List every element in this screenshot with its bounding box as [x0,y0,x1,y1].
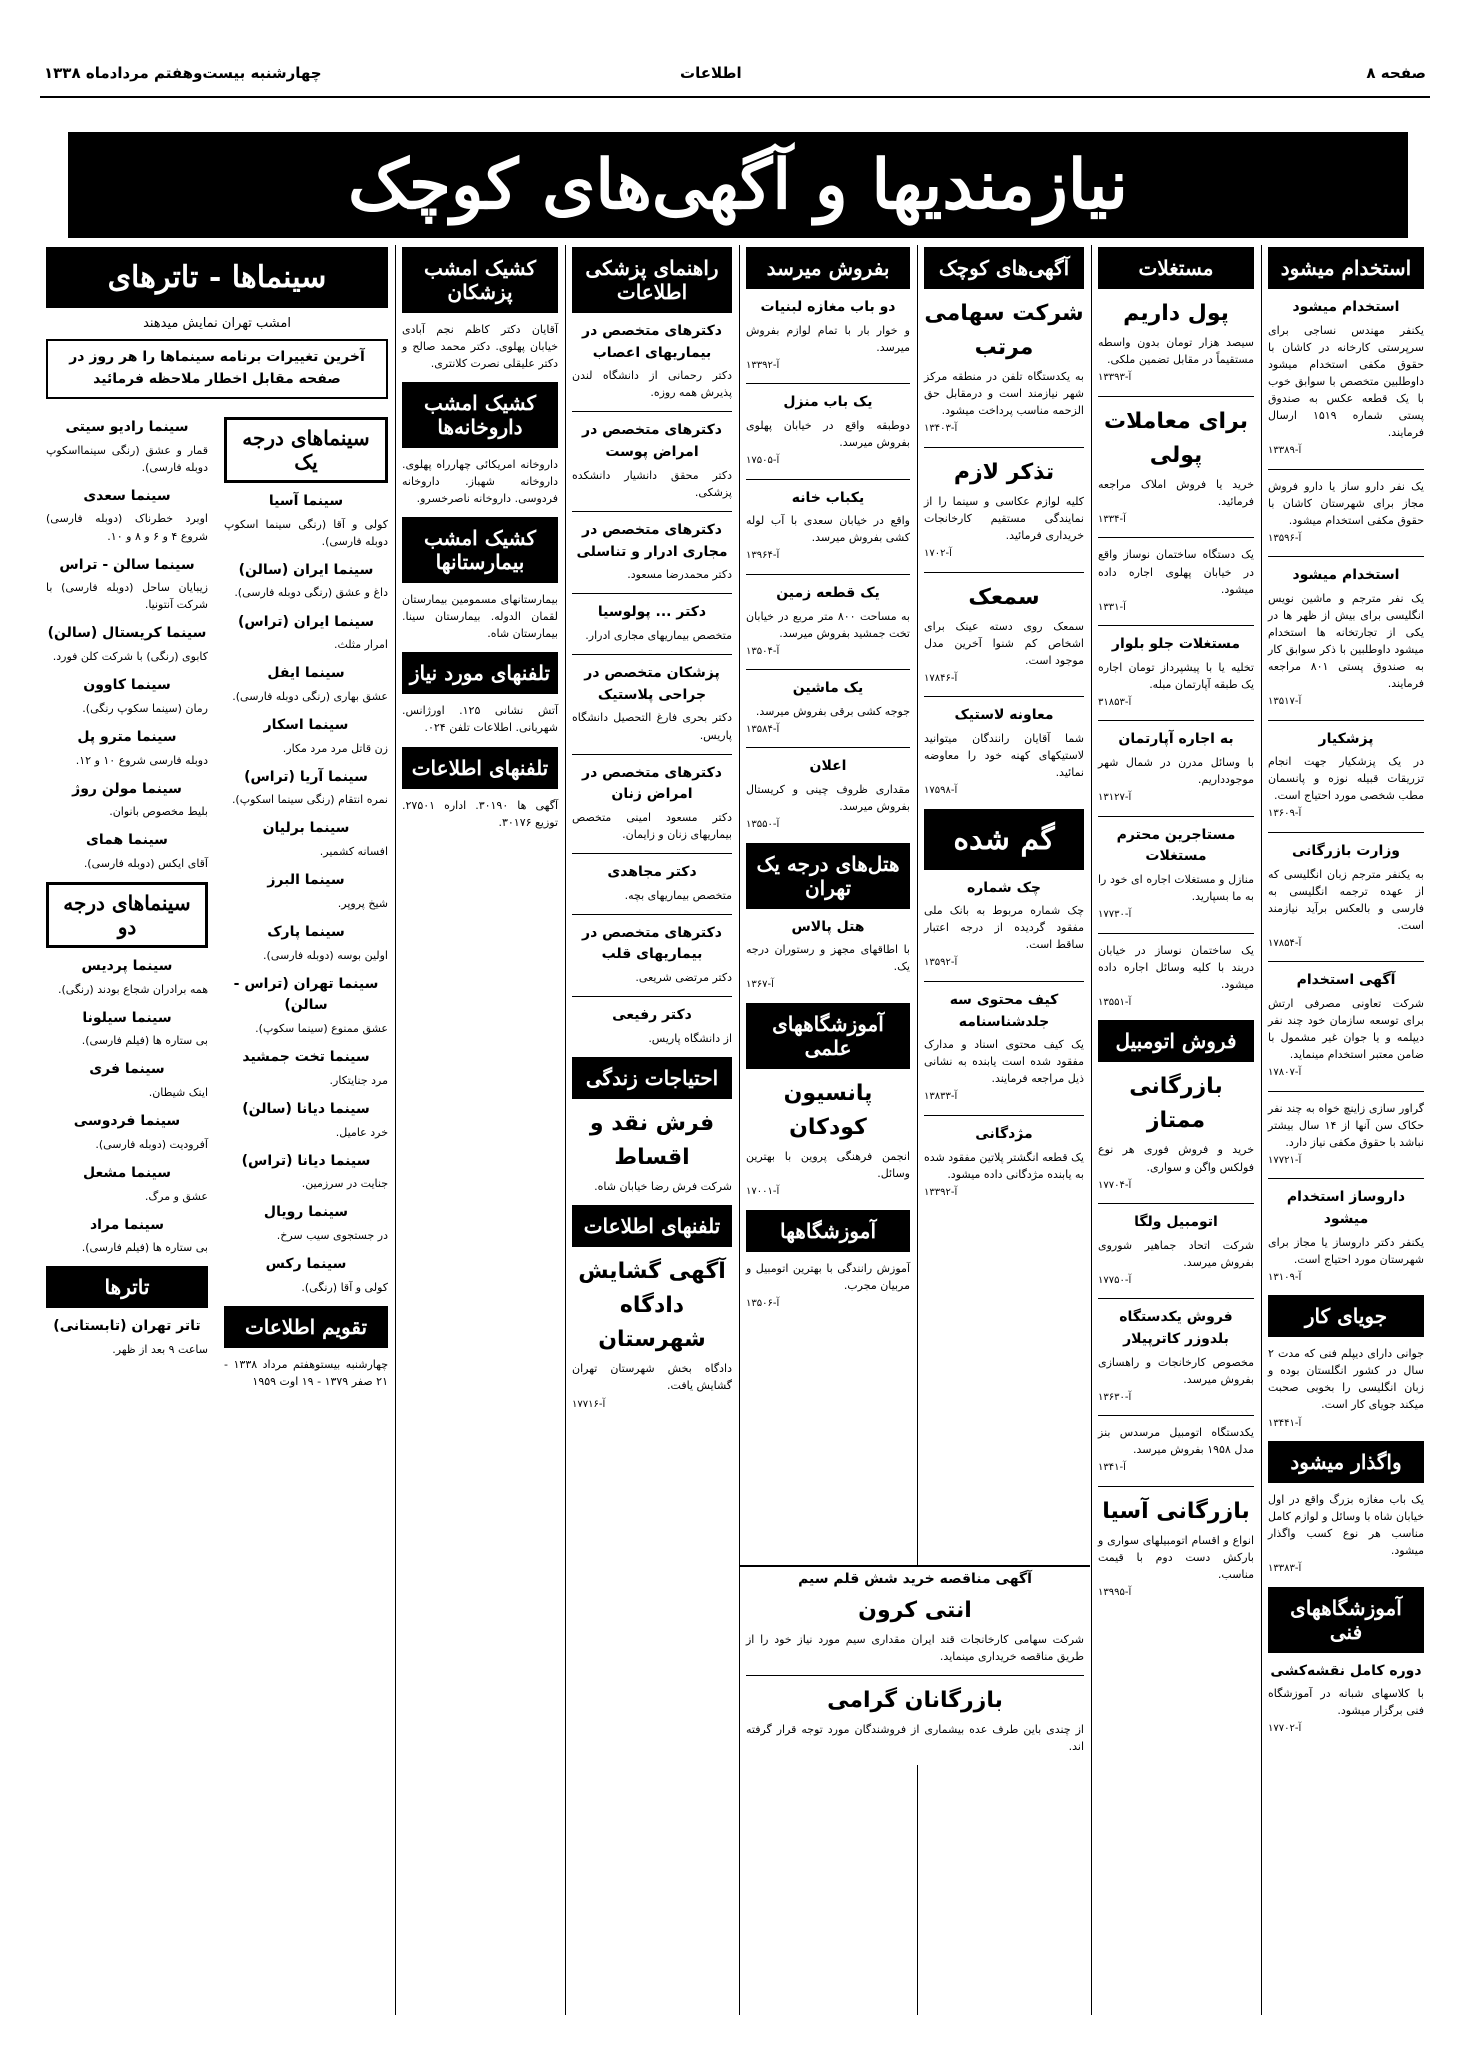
divider [572,593,732,594]
cinema-listing: سینما آریا (تراس) نمره انتقام (رنگی سینما اسکوپ). [231,768,388,807]
classified-ad: چک شماره چک شماره مربوط به بانک ملی مفقود گردیده از درجه اعتبار ساقط است. آ-۱۳۵۹۲ [924,879,1084,969]
page-header-bar [40,56,1430,98]
classified-ad: آتش نشانی ۱۲۵. اورژانس. شهربانی. اطلاعات تلفن ۰۲۴. [402,704,558,735]
divider [1098,625,1254,626]
classified-ad: فروش یکدستگاه بلدوزر کاترپیلار مخصوص کارخانجات و راهسازی بفروش میرسد. آ-۱۳۶۳۰ [1098,1309,1254,1403]
divider [746,574,910,575]
classified-ad: پزشکان متخصص در جراحی پلاستیک دکتر بحری فارغ التحصیل دانشگاه پاریس. [572,665,732,742]
column-employment [1261,245,1430,2015]
section-header-on-call-pharmacies: کشیک امشب داروخانه‌ها [402,382,558,448]
section-header-info-phones: تلفنهای اطلاعات [572,1205,732,1247]
classified-ad: دکتر مجاهدی متخصص بیماریهای بچه. [607,864,732,902]
cinemas-second-column [40,415,214,1368]
cinema-listing: سینما مولن روژ بلیط مخصوص بانوان. [72,780,208,819]
divider [572,654,732,655]
cinema-listing: سینما پارک اولین بوسه (دوبله فارسی). [263,923,388,962]
cinema-listing: سینما تهران (تراس - سالن) عشق ممنوع (سینما سکوپ). [233,975,388,1036]
theatre-listing: تاتر تهران (تابستانی) ساعت ۹ بعد از ظهر. [53,1318,208,1357]
classified-ad: یک ماشین جوجه کشی برقی بفروش میرسد. آ-۱۳۵۸۴ [746,680,910,735]
section-header-transfer: واگذار میشود [1268,1441,1424,1483]
classified-ad: دکتر ... پولوسیا متخصص بیماریهای مجاری ادرار. [585,604,732,643]
classified-ad: دکترهای متخصص در مجاری ادرار و تناسلی دکتر محمدرضا مسعود. [576,521,732,582]
cinema-listing: سینما مراد بی ستاره ها (فیلم فارسی). [81,1216,208,1255]
classified-ad: یک دستگاه ساختمان نوساز واقع در خیابان پهلوی اجاره داده میشود. آ-۱۳۳۱ [1098,548,1254,613]
divider [1098,537,1254,538]
classified-ad: بازرگانی آسیا انواع و اقسام اتومبیلهای سواری و بارکش دست دوم با قیمت مناسب. آ-۱۳۹۹۵ [1098,1498,1254,1599]
divider [1098,933,1254,934]
section-header-small-ads: آگهی‌های کوچک [924,247,1084,289]
section-header-cinemas: سینماها - تاترهای [46,247,388,308]
section-header-on-call-hospitals: کشیک امشب بیمارستانها [402,517,558,583]
classified-ad: استخدام میشود یکنفر مهندس نساجی برای سرپرستی کارخانه در کاشان با حقوق مکفی استخدام میشود داوطلبین متخصص با سوابق خوب با یک قطعه عکس به صندوق پستی شماره ۱۵۱۹ ارسال فرمایند. آ-۱۳۳۸۹ [1268,299,1424,457]
classified-ad: داروخانه امریکائی چهارراه پهلوی. داروخانه شهباز. داروخانه فردوسی. داروخانه ناصرخسرو. [402,458,558,506]
classified-ad: معاونه لاستیک شما آقایان رانندگان میتوانید لاستیکهای کهنه خود را معاوضه نمائید. آ-۱۷۵۹۸ [924,707,1084,797]
divider [924,696,1084,697]
divider [746,1675,1084,1676]
calendar-text: چهارشنبه بیستوهفتم مرداد ۱۳۳۸ - ۲۱ صفر ۱۳۷۹ - ۱۹ اوت ۱۹۵۹ [224,1357,389,1388]
section-header-medical-guide: راهنمای پزشکی اطلاعات [572,247,732,313]
section-header-ettelaat-phones: تلفنهای اطلاعات [402,747,558,789]
classified-ad: یک باب مغازه بزرگ واقع در اول خیابان شاه با وسائل و لوازم کامل مناسب هر نوع کسب واگذار میشود. آ-۱۳۳۸۳ [1268,1493,1424,1575]
classified-ad: یکباب خانه واقع در خیابان سعدی با آب لوله کشی بفروش میرسد. آ-۱۳۹۶۴ [746,489,910,562]
classified-ad: پول داریم سیصد هزار تومان بدون واسطه مستقیماً در مقابل تضمین ملکی. آ-۱۳۳۹۳ [1098,301,1254,384]
section-header-job-seekers: جویای کار [1268,1295,1424,1337]
divider [572,754,732,755]
section-header-first-class-cinemas: سینماهای درجه یک [224,417,388,483]
classified-ad: یکدستگاه اتومبیل مرسدس بنز مدل ۱۹۵۸ بفروش میرسد. آ-۱۳۴۱ [1098,1426,1254,1474]
cinema-listing: سینما مشعل عشق و مرگ. [82,1164,208,1203]
classifieds-banner [68,132,1408,238]
section-header-tech-schools: آموزشگاههای فنی [1268,1587,1424,1653]
classified-ad: یک نفر دارو ساز یا دارو فروش مجاز برای شهرستان کاشان با حقوق مکفی استخدام میشود. آ-۱۳۵۹۶ [1268,479,1424,544]
classified-ad: پزشکیار در یک پزشکیار جهت انجام تزریقات قبیله نوزه و پانسمان مطب شخصی مورد احتیاج است. آ-۱۳۶۰۹ [1268,730,1424,820]
classified-ad: جوانی دارای دیپلم فنی که مدت ۲ سال در کشور انگلستان بوده و زبان انگلیسی را بخوبی صحبت میکند جویای کار است. آ-۱۳۴۴۱ [1268,1347,1424,1429]
divider [1098,1203,1254,1204]
newspaper-page [40,40,1430,2015]
tender-ad: آگهی مناقصه خرید شش قلم سیم انتی کرون شرکت سهامی کارخانجات قند ایران مقداری سیم مورد نیاز خود را از طریق مناقصه خریداری مینماید. [746,1571,1084,1663]
classified-ad: سمعک سمعک روی دسته عینک برای اشخاص کم شنوا آخرین مدل موجود است. آ-۱۷۸۴۶ [924,584,1084,684]
section-header-real-estate: مستغلات [1098,247,1254,289]
page-number: صفحه ۸ [1366,64,1426,82]
cinema-listing: سینما سعدی اوبرد خطرناک (دوبله فارسی) شروع ۴ و ۶ و ۸ و ۱۰. [46,487,208,543]
divider [572,853,732,854]
classified-ad: وزارت بازرگانی به یکنفر مترجم زبان انگلیسی که از عهده ترجمه انگلیسی به فارسی و بالعکس برآید نیازمند است. آ-۱۷۸۵۴ [1268,842,1424,949]
cinema-listing: سینما ایران (تراس) امرار مثلث. [238,613,388,652]
section-header-schools: آموزشگاههای علمی [746,1003,910,1069]
section-header-hotels: هتل‌های درجه یک تهران [746,843,910,909]
classified-ad: داروساز استخدام میشود یکنفر دکتر داروساز یا مجاز برای شهرستان مورد احتیاج است. آ-۱۳۱۰۹ [1268,1189,1424,1283]
cinema-listing: سینما کریستال (سالن) کابوی (رنگی) با شرکت کلن فورد. [47,625,208,664]
divider [1268,556,1424,557]
cinema-listing: سینما ایران (سالن) داغ و عشق (رنگی دوبله فارسی). [234,561,388,600]
section-header-training: آموزشگاهها [746,1210,910,1252]
issue-date: چهارشنبه بیست‌وهفتم مردادماه ۱۳۳۸ [44,64,322,82]
cinema-listing: سینما فری اینک شیطان. [89,1061,208,1100]
cinema-listing: سینما رویال در جستجوی سیب سرخ. [263,1204,388,1242]
classified-ad: تذکر لازم کلیه لوازم عکاسی و سینما را از نمایندگی مستقیم کارخانجات خریداری فرمائید. آ-۱۷۰۲ [924,459,1084,560]
classified-ad: کیف محتوی سه جلدشناسنامه یک کیف محتوی اسناد و مدارک مفقود شده است یابنده به نشانی ذیل مراجعه فرمایند. آ-۱۳۸۳۳ [924,991,1084,1103]
divider [1268,1091,1424,1092]
merchants-ad: بازرگانان گرامی از چندی باین طرف عده بیشماری از فروشندگان مورد توجه قرار گرفته اند. [746,1687,1084,1754]
classified-ad: بیمارستانهای مسمومین بیمارستان لقمان الدوله. بیمارستان سینا. بیمارستان شاه. [402,593,558,641]
cinema-listing: سینما سالن - تراس زیبایان ساحل (دوبله فارسی) با شرکت آنتونیا. [46,556,208,612]
divider [924,981,1084,982]
classified-ad: بازرگانی ممتاز خرید و فروش فوری هر نوع فولکس واگن و سواری. آ-۱۷۷۰۴ [1098,1074,1254,1191]
cinema-listing: سینما سیلونا بی ستاره ها (فیلم فارسی). [81,1009,208,1048]
newspaper-name: اطلاعات [680,64,742,82]
section-header-for-sale: بفروش میرسد [746,247,910,289]
divider [572,996,732,997]
divider [746,383,910,384]
divider [924,572,1084,573]
classified-ad: یک ساختمان نوساز در خیابان دربند با کلیه وسائل اجاره داده میشود. آ-۱۳۵۵۱ [1098,943,1254,1008]
classified-ad: مستاجرین محترم مستغلات منازل و مستغلات اجاره ای خود را به ما بسپارید. آ-۱۷۷۳۰ [1098,826,1254,921]
classified-ad: فرش نقد و اقساط شرکت فرش رضا خیابان شاه. [589,1110,732,1194]
classified-ad: مژدگانی یک قطعه انگشتر پلاتین مفقود شده به یابنده مژدگانی داده میشود. آ-۱۳۳۹۲ [923,1125,1084,1198]
classified-ad: گراور سازی زاینچ خواه به چند نفر حکاک سن آنها از ۱۴ سال بیشتر نباشد با حقوق مکفی نیاز دارد. آ-۱۷۷۲۱ [1268,1101,1425,1166]
divider [1268,832,1424,833]
classified-ad: اعلان مقداری ظروف چینی و کریستال بفروش میرسد. آ-۱۳۵۵۰ [746,758,910,831]
divider [746,479,910,480]
classified-ad: استخدام میشود یک نفر مترجم و ماشین نویس انگلیسی برای بیش از ظهر ها در یکی از تجارتخانه ها استخدام میشود داوطلبین با ذکر سوابق کار به صندوق پستی ۸۰۱ مراجعه فرمایند. آ-۱۳۵۱۷ [1268,567,1424,708]
section-header-theatres: تاترها [46,1266,208,1308]
section-header-car-sales: فروش اتومبیل [1098,1020,1254,1062]
cinema-listing: سینما دیانا (سالن) خرد عامیل. [242,1100,388,1139]
classified-ad: اتومبیل ولگا شرکت اتحاد جماهیر شوروی بفروش میرسد. آ-۱۷۷۵۰ [1098,1214,1254,1286]
classified-ad: برای معاملات پولی خرید یا فروش املاک مراجعه فرمائید. آ-۱۳۳۴ [1098,408,1254,525]
column-medical-guide [565,245,738,2015]
divider [1268,720,1424,721]
divider [572,411,732,412]
divider [746,669,910,670]
classified-ad: دکتر رفیعی از دانشگاه پاریس. [612,1007,732,1045]
divider [1098,1415,1254,1416]
divider [746,747,910,748]
section-header-on-call-doctors: کشیک امشب پزشکان [402,247,558,313]
bottom-center-ads [740,1565,1090,1765]
section-header-needed-phones: تلفنهای مورد نیاز [402,652,558,694]
section-header-employment: استخدام میشود [1268,247,1424,289]
cinema-listing: سینما رادیو سیتی قمار و عشق (رنگی سینمااسکوپ دوبله فارسی). [46,419,208,474]
cinema-listing: سینما البرز شیخ پروپر. [267,872,388,910]
divider [1098,816,1254,817]
cinema-listing: سینما پردیس همه برادران شجاع بودند (رنگی). [58,958,208,996]
classified-ad: دکترهای متخصص در بیماریهای اعصاب دکتر رحمانی از دانشگاه لندن پذیرش همه روزه. [572,323,732,400]
classified-ad: دکترهای متخصص در امراض پوست دکتر محقق دانشیار دانشکده پزشکی. [572,422,732,499]
cinema-listing: سینما دیانا (تراس) جنایت در سرزمین. [241,1152,388,1191]
classified-ad: شرکت سهامی مرتب به یکدستگاه تلفن در منطقه مرکز شهر نیازمند است و درمقابل حق الزحمه مناسب پرداخت میشود. آ-۱۳۴۰۳ [924,301,1084,435]
cinema-listing: سینما آسیا کولی و آقا (رنگی سینما اسکوپ دوبله فارسی). [224,493,388,548]
divider [572,511,732,512]
cinemas-subtitle: امشب تهران نمایش میدهند [143,316,291,331]
divider [1268,961,1424,962]
classified-ad: آگهی استخدام شرکت تعاونی مصرفی ارتش برای توسعه سازمان خود چند نفر دیپلمه و یا جوان غیر مشمول با ضامن معتبر استخدام مینماید. آ-۱۷۸۰۷ [1268,972,1424,1079]
divider [924,447,1084,448]
column-on-call [395,245,564,2015]
divider [1098,720,1254,721]
cinema-notice: آخرین تغییرات برنامه سینماها را هر روز در صفحه مقابل اخطار ملاحظه فرمائید [46,339,388,399]
cinema-listing: سینما تخت جمشید مرد جنایتکار. [242,1049,388,1087]
classified-ad: دکترهای متخصص در امراض زنان دکتر مسعود امینی متخصص بیماریهای زنان و زایمان. [572,764,732,841]
divider [1268,469,1424,470]
divider [1098,1298,1254,1299]
cinema-listing: سینما اسکار زن قاتل مرد مرد مکار. [263,716,388,755]
cinema-listing: سینما کاوون رمان (سینما سکوپ رنگی). [82,677,208,715]
section-header-lost: گم شده [924,809,1084,870]
section-header-second-class-cinemas: سینماهای درجه دو [46,882,208,948]
cinema-listing: سینما همای آقای ایکس (دوبله فارسی). [83,832,208,870]
classified-ad: دوره کامل نقشه‌کشی با کلاسهای شبانه در آموزشگاه فنی برگزار میشود. آ-۱۷۷۰۲ [1268,1662,1424,1735]
cinema-listing: سینما ایفل عشق بهاری (رنگی دوبله فارسی). [232,665,388,703]
cinema-listing: سینما مترو پل دوبله فارسی شروع ۱۰ و ۱۲. [75,728,208,767]
classified-ad: هتل پالاس با اطاقهای مجهز و رستوران درجه یک. آ-۱۳۶۷ [746,918,910,991]
section-header-calendar: تقویم اطلاعات [224,1306,388,1348]
classified-ad: یک باب منزل دوطبقه واقع در خیابان پهلوی بفروش میرسد. آ-۱۷۵۰۵ [746,394,910,467]
divider [1098,396,1254,397]
cinema-listing: سینما رکس کولی و آقا (رنگی). [265,1256,388,1294]
cinema-listing: سینما فردوسی آفرودیت (دوبله فارسی). [73,1113,208,1151]
classified-ad: دکترهای متخصص در بیماریهای قلب دکتر مرتضی شریعی. [582,924,732,985]
section-header-life-needs: احتیاجات زندگی [572,1057,732,1099]
divider [572,914,732,915]
classified-ad: آگهی ها ۳۰۱۹۰. اداره ۲۷۵۰۱. توزیع ۳۰۱۷۶. [402,798,558,829]
classified-ad: مستغلات جلو بلوار تخلیه یا با پیشپرداز تومان اجاره یک طبقه آپارتمان مبله. آ-۳۱۸۵۳ [1098,636,1254,708]
classified-ad: یک قطعه زمین به مساحت ۸۰۰ متر مربع در خیابان تخت جمشید بفروش میرسد. آ-۱۳۵۰۴ [746,584,910,657]
divider [1098,1486,1254,1487]
classified-ad: آقایان دکتر کاظم نجم آبادی خیابان پهلوی. دکتر محمد صالح و دکتر علیقلی نصرت کلانتری. [402,323,558,371]
cinemas-first-class-column [218,415,394,1400]
cinema-listing: سینما برلیان افسانه کشمیر. [262,820,388,859]
banner-title: نیازمندیها و آگهی‌های کوچک [348,145,1128,225]
classified-ad: پانسیون کودکان انجمن فرهنگی پروین با بهترین وسائل. آ-۱۷۰۰۱ [746,1080,910,1198]
classified-ad: آموزش رانندگی با بهترین اتومبیل و مربیان مجرب. آ-۱۳۵۰۶ [746,1261,910,1309]
column-real-estate [1091,245,1260,2015]
divider [1268,1178,1424,1179]
columns-container [40,245,1430,2015]
classified-ad: به اجاره آپارتمان با وسائل مدرن در شمال شهر موجودداریم. آ-۱۳۱۲۷ [1098,731,1254,804]
classified-ad: دو باب مغازه لبنیات و خوار بار با تمام لوازم بفروش میرسد. آ-۱۳۳۹۲ [746,299,910,371]
divider [924,1115,1084,1116]
classified-ad: آگهی گشایش دادگاه شهرستان دادگاه بخش شهرستان تهران گشایش یافت. آ-۱۷۷۱۶ [572,1259,732,1410]
column-cinemas [40,245,394,2015]
